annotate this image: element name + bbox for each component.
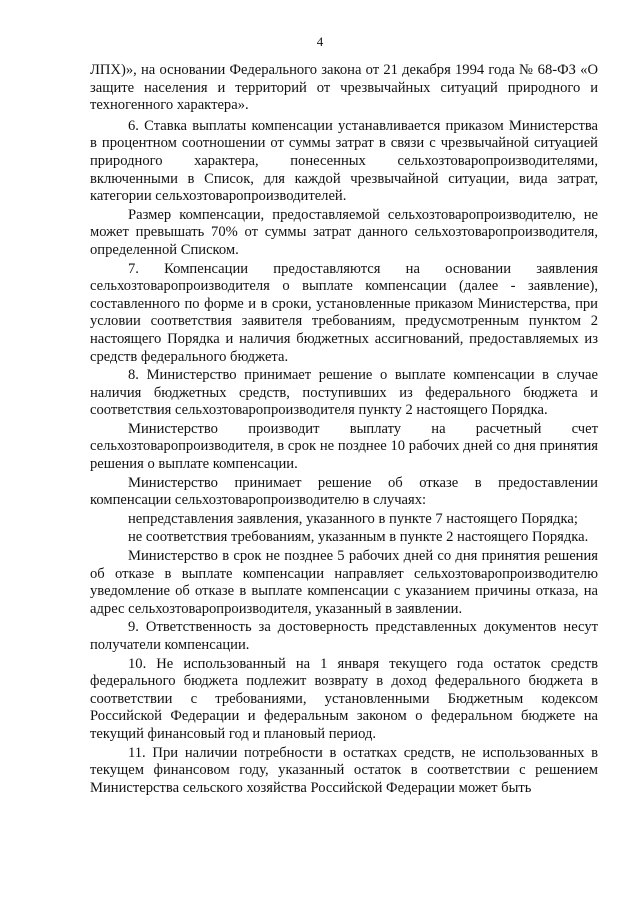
paragraph-item-11: 11. При наличии потребности в остатках средств, не использованных в текущем финансовом году, указанный остаток в соответствии с решением Министерства сельского хозяйства Российской Федерации может быть: [90, 744, 598, 796]
paragraph-refusal-notice: Министерство в срок не позднее 5 рабочих дней со дня принятия решения об отказе в выплате компенсации направляет сельхозтоваропроизводителю уведомление об отказе в выплате компенсации с указанием причины отказа, на адрес сельхозтоваропроизводителя, указанный в заявлении.: [90, 548, 598, 617]
paragraph-item-10: 10. Не использованный на 1 января текущего года остаток средств федерального бюджета подлежит возврату в доход федерального бюджета в соответствии с требованиями, установленными Бюджетным кодексом Российской Федерации и федеральным законом о федеральном бюджете на текущий финансовый год и плановый период.: [90, 655, 598, 742]
page-number: 4: [316, 34, 324, 49]
paragraph-item-8: 8. Министерство принимает решение о выплате компенсации в случае наличия бюджетных средств, поступивших из федерального бюджета и соответствия сельхозтоваропроизводителя пункту 2 настоящего Порядка.: [90, 367, 598, 419]
paragraph-refusal-decision: Министерство принимает решение об отказе в предоставлении компенсации сельхозтоваропроизводителю в случаях:: [90, 474, 598, 509]
paragraph-item-7: 7. Компенсации предоставляются на основании заявления сельхозтоваропроизводителя о выплате компенсации (далее - заявление), составленного по форме и в сроки, установленные приказом Министерства, при условии соответствия заявителя требованиям, предусмотренным пунктом 2 настоящего Порядка и наличия бюджетных ассигнований, предоставляемых из средств федерального бюджета.: [90, 260, 598, 365]
paragraph-compensation-size: Размер компенсации, предоставляемой сельхозтоваропроизводителю, не может превышать 70% от суммы затрат данного сельхозтоваропроизводителя, определенной Списком.: [90, 206, 598, 258]
paragraph-refusal-reason-1: непредставления заявления, указанного в пункте 7 настоящего Порядка;: [128, 510, 578, 527]
paragraph-item-6: 6. Ставка выплаты компенсации устанавливается приказом Министерства в процентном соотношении от суммы затрат в связи с чрезвычайной ситуацией природного характера, понесенных сельхозтоваропроизводителями, включенными в Список, для каждой чрезвычайной ситуации, вида затрат, категории сельхозтоваропроизводителей.: [90, 117, 598, 205]
paragraph-continuation: ЛПХ)», на основании Федерального закона от 21 декабря 1994 года № 68-ФЗ «О защите населения и территорий от чрезвычайных ситуаций природного и техногенного характера».: [90, 62, 598, 114]
paragraph-payment: Министерство производит выплату на расчетный счет сельхозтоваропроизводителя, в срок не позднее 10 рабочих дней со дня принятия решения о выплате компенсации.: [90, 420, 598, 473]
paragraph-refusal-reason-2: не соответствия требованиям, указанным в пункте 2 настоящего Порядка.: [128, 529, 589, 546]
document-body: [90, 62, 598, 797]
paragraph-item-9: 9. Ответственность за достоверность представленных документов несут получатели компенсации.: [90, 619, 598, 653]
